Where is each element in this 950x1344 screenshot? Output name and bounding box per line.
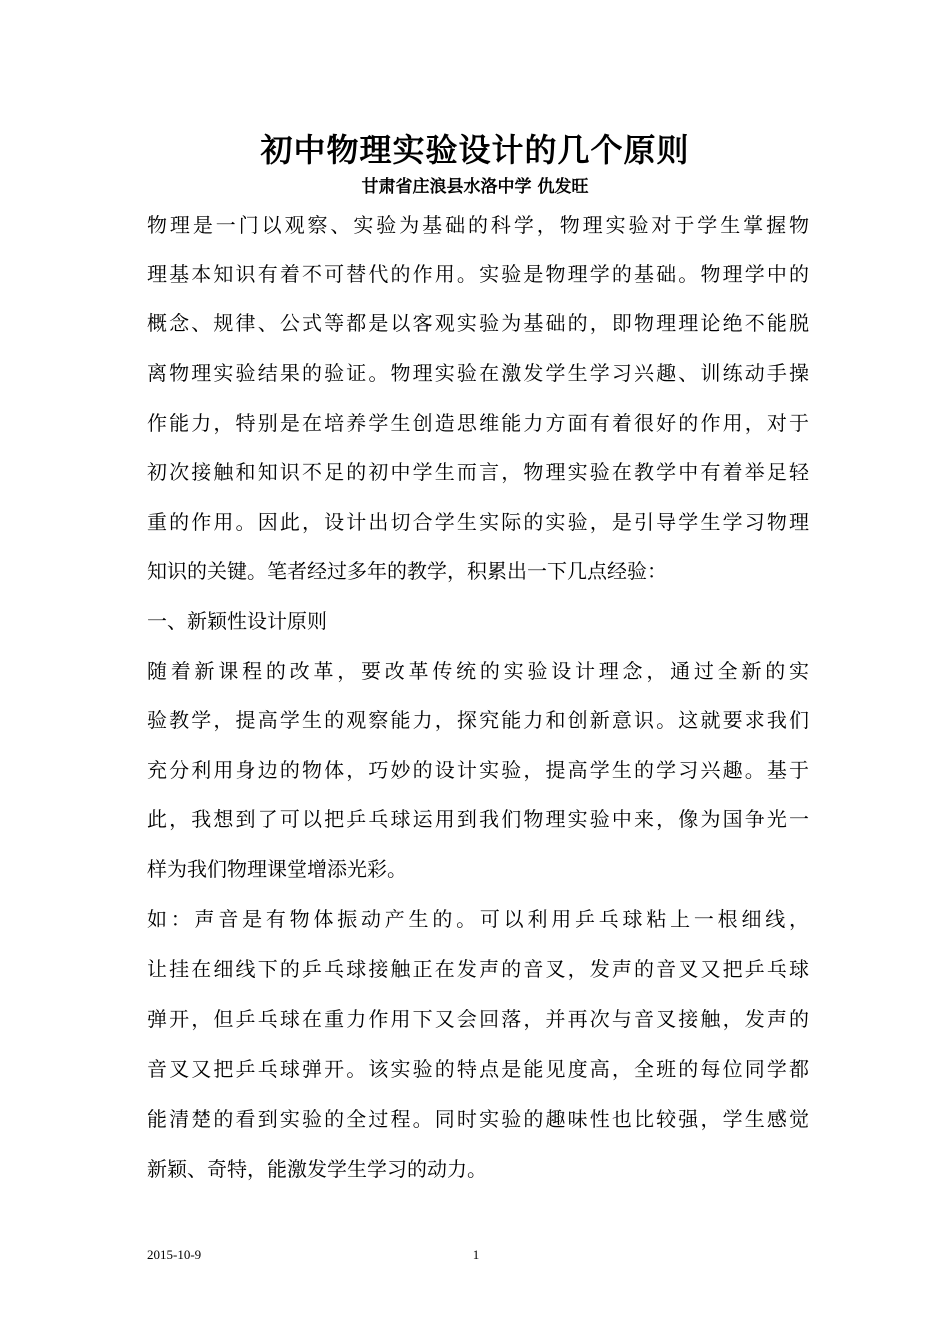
body-line: 概念、规律、公式等都是以客观实验为基础的，即物理理论绝不能脱 <box>147 311 809 335</box>
document-author: 甘肃省庄浪县水洛中学 仇发旺 <box>361 177 589 197</box>
body-line: 让挂在细线下的乒乓球接触正在发声的音叉，发声的音叉又把乒乓球 <box>147 957 809 981</box>
body-line: 作能力，特别是在培养学生创造思维能力方面有着很好的作用，对于 <box>147 411 809 435</box>
body-line: 弹开，但乒乓球在重力作用下又会回落，并再次与音叉接触，发声的 <box>147 1007 809 1031</box>
document-title: 初中物理实验设计的几个原则 <box>260 131 690 169</box>
body-line: 充分利用身边的物体，巧妙的设计实验，提高学生的学习兴趣。基于 <box>147 758 809 782</box>
body-line: 如：声音是有物体振动产生的。可以利用乒乓球粘上一根细线， <box>147 907 809 931</box>
page-number: 1 <box>472 1247 480 1262</box>
body-line: 物理是一门以观察、实验为基础的科学，物理实验对于学生掌握物 <box>147 213 809 237</box>
body-line: 此，我想到了可以把乒乓球运用到我们物理实验中来，像为国争光一 <box>147 807 809 831</box>
section-heading: 一、新颖性设计原则 <box>147 609 327 633</box>
footer-date: 2015-10-9 <box>147 1247 202 1262</box>
body-line: 随着新课程的改革，要改革传统的实验设计理念，通过全新的实 <box>147 659 809 683</box>
body-line: 理基本知识有着不可替代的作用。实验是物理学的基础。物理学中的 <box>147 262 809 286</box>
body-line: 能清楚的看到实验的全过程。同时实验的趣味性也比较强，学生感觉 <box>147 1107 809 1131</box>
body-line: 知识的关键。笔者经过多年的教学，积累出一下几点经验： <box>147 559 667 583</box>
body-line: 验教学，提高学生的观察能力，探究能力和创新意识。这就要求我们 <box>147 708 809 732</box>
body-line: 初次接触和知识不足的初中学生而言，物理实验在教学中有着举足轻 <box>147 460 809 484</box>
body-line: 音叉又把乒乓球弹开。该实验的特点是能见度高，全班的每位同学都 <box>147 1057 809 1081</box>
body-line: 重的作用。因此，设计出切合学生实际的实验，是引导学生学习物理 <box>147 510 809 534</box>
body-line: 新颖、奇特，能激发学生学习的动力。 <box>147 1157 487 1181</box>
body-line: 样为我们物理课堂增添光彩。 <box>147 857 407 881</box>
body-line: 离物理实验结果的验证。物理实验在激发学生学习兴趣、训练动手操 <box>147 361 809 385</box>
